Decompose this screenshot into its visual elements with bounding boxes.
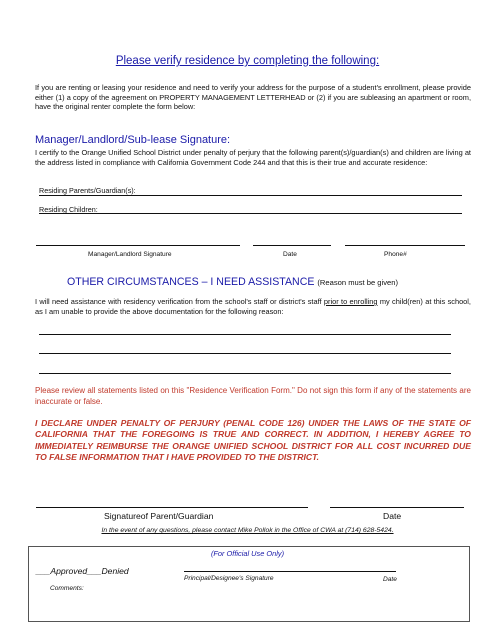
other-section-heading — [67, 276, 398, 288]
reason-line-2[interactable] — [39, 353, 451, 354]
parent-date-line[interactable] — [330, 507, 464, 508]
parent-date-label: Date — [383, 511, 402, 521]
page-title: Please verify residence by completing the following: — [115, 55, 380, 67]
parent-signature-label: Signatureof Parent/Guardian — [104, 511, 214, 521]
official-date-label: Date — [383, 576, 397, 583]
residing-children-line[interactable] — [39, 213, 462, 214]
reason-line-1[interactable] — [39, 334, 451, 335]
residing-children-label: Residing Children: — [39, 205, 98, 214]
assistance-underlined: prior to enrolling — [323, 297, 378, 306]
certify-paragraph: I certify to the Orange Unified School District under penalty of perjury that the following parent(s)/guardian(s) and children are living at the address listed in compliance with California Government Code 244 and that this is their true and accurate residence: — [35, 148, 471, 167]
principal-signature-line[interactable] — [184, 571, 396, 572]
manager-phone-label: Phone# — [384, 251, 407, 258]
contact-note: In the event of any questions, please contact Mike Pollok in the Office of CWA at (714) 628-5424. — [101, 527, 394, 534]
manager-date-label: Date — [283, 251, 297, 258]
manager-phone-line[interactable] — [345, 245, 465, 246]
reason-line-3[interactable] — [39, 373, 451, 374]
manager-signature-line[interactable] — [36, 245, 240, 246]
manager-date-line[interactable] — [253, 245, 331, 246]
assistance-paragraph — [35, 297, 471, 316]
other-section-note: (Reason must be given) — [317, 278, 398, 287]
residing-parents-line[interactable] — [39, 195, 462, 196]
manager-section-heading: Manager/Landlord/Sub-lease Signature: — [35, 134, 231, 146]
declaration-text: I DECLARE UNDER PENALTY OF PERJURY (PENAL CODE 126) UNDER THE LAWS OF THE STATE OF CALIFORNIA THAT THE FOREGOING IS TRUE AND CORRECT. IN ADDITION, I HEREBY AGREE TO IMMEDIATELY REIMBURSE THE ORANGE UNIFIED SCHOOL DISTRICT FOR ALL COST INCURRED DUE TO FALSE INFORMATION THAT I HAVE PROVIDED TO THE DISTRICT. — [35, 418, 471, 463]
manager-signature-label: Manager/Landlord Signature — [88, 251, 172, 258]
parent-signature-line[interactable] — [36, 507, 308, 508]
residing-parents-label: Residing Parents/Guardian(s): — [39, 186, 136, 195]
intro-paragraph: If you are renting or leasing your residence and need to verify your address for the purpose of a student's enrollment, please provide either (1) a copy of the agreement on PROPERTY MANAGEMENT LETTERHEAD or (2) if you are subleasing an apartment or room, have the original renter complete the form below: — [35, 83, 471, 112]
assistance-text: I will need assistance with residency verification from the school's staff or district's staff — [35, 297, 324, 306]
principal-signature-label: Principal/Designee's Signature — [184, 575, 274, 582]
comments-label: Comments: — [50, 585, 84, 592]
review-notice: Please review all statements listed on this "Residence Verification Form." Do not sign this form if any of the statements are inaccurate or false. — [35, 386, 471, 406]
official-use-header: (For Official Use Only) — [210, 549, 285, 558]
other-section-title: OTHER CIRCUMSTANCES – I NEED ASSISTANCE — [67, 276, 315, 288]
assistance-text-end: my child(ren) at this school, as I am unable to provide the above documentation for the following reason: — [35, 297, 471, 316]
approved-denied-field[interactable]: ___Approved___Denied — [36, 566, 129, 576]
